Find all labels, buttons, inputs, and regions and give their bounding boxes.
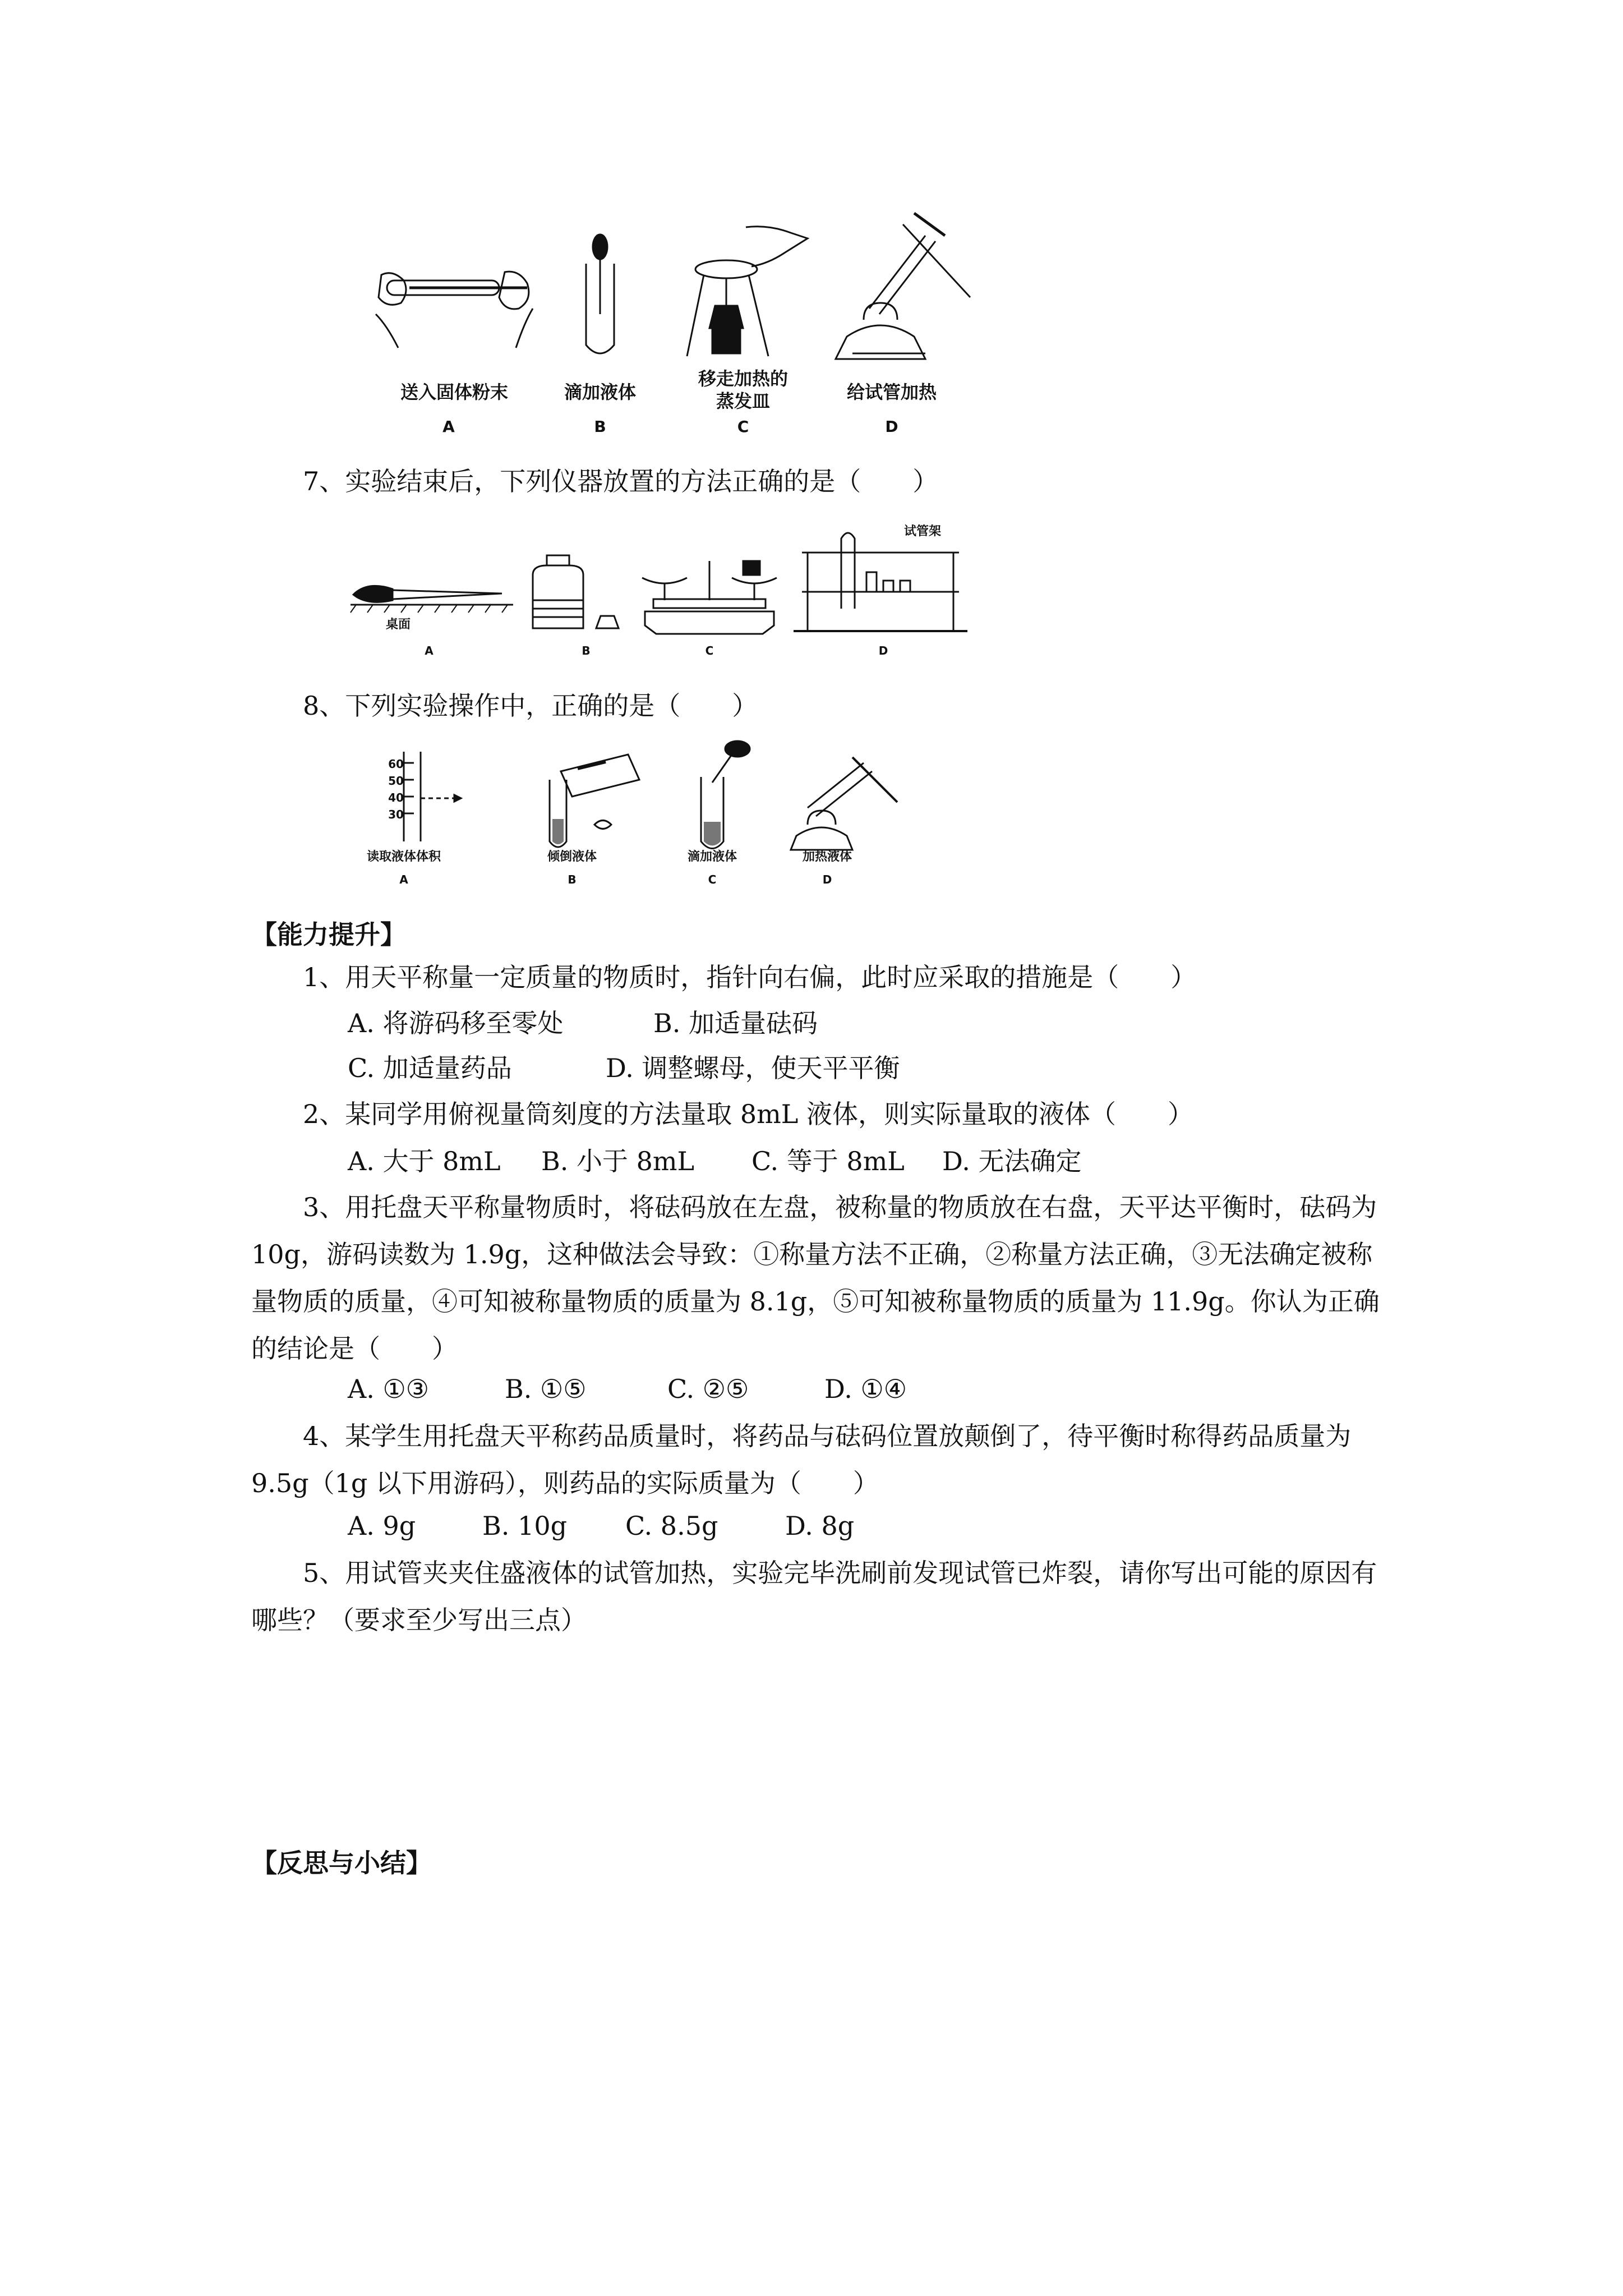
test-tube-rack-illustration (791, 524, 970, 637)
figure-row1-letter-c: C (737, 417, 749, 436)
question-8-letter-d: D (822, 873, 832, 886)
reagent-bottle-illustration (530, 553, 625, 637)
figure-row1-letter-d: D (885, 417, 898, 436)
question-8-caption-d: 加热液体 (802, 850, 852, 864)
ability-q2-option-b: B. 小于 8mL (541, 1146, 695, 1176)
question-8-caption-a: 读取液体体积 (366, 850, 441, 864)
cylinder-tick-30: 30 (388, 808, 404, 821)
figure-row1-caption-d: 给试管加热 (846, 381, 937, 403)
ability-q4-option-c: C. 8.5g (625, 1511, 718, 1541)
ability-q3-text: 3、用托盘天平称量物质时，将砝码放在左盘，被称量的物质放在右盘，天平达平衡时，砝码为 10g，游码读数为 1.9g，这种做法会导致：①称量方法不正确，②称量方法正确，③无法确定被称量物质的质量，④可知被称量物质的质量为 8.1g，⑤可知被称量物质的质量为 11.9g。你认为正确的结论是（ ） (251, 1192, 1380, 1364)
figure-row1-letter-b: B (594, 417, 606, 436)
question-7-letter-a: A (425, 644, 434, 657)
heating-liquid-illustration (785, 740, 903, 853)
ability-q3-option-a: A. ①③ (348, 1374, 429, 1404)
ability-q1-option-a: A. 将游码移至零处 (348, 1008, 564, 1038)
question-8-caption-b: 倾倒液体 (547, 850, 597, 864)
powder-into-tube-illustration (376, 241, 538, 348)
ability-q2-option-c: C. 等于 8mL (751, 1146, 905, 1176)
question-7-letter-d: D (878, 644, 888, 657)
figure-row1-caption-a: 送入固体粉末 (400, 381, 508, 403)
figure-row1-caption-c2: 蒸发皿 (716, 390, 770, 412)
tray-balance-illustration (639, 555, 780, 639)
ability-q1-option-d: D. 调整螺母，使天平平衡 (606, 1053, 900, 1083)
heating-tube-illustration (830, 213, 976, 365)
ability-q3-option-d: D. ①④ (824, 1374, 907, 1404)
question-7-letter-b: B (582, 644, 591, 657)
ability-q1-text: 1、用天平称量一定质量的物质时，指针向右偏，此时应采取的措施是（ ） (303, 962, 1197, 992)
section-ability-heading: 【能力提升】 (251, 919, 406, 950)
cylinder-tick-40: 40 (388, 791, 404, 804)
ability-q4-option-a: A. 9g (348, 1511, 416, 1541)
ability-q5-text: 5、用试管夹夹住盛液体的试管加热，实验完毕洗刷前发现试管已炸裂，请你写出可能的原因有哪些？（要求至少写出三点） (251, 1558, 1377, 1635)
figure-row1-letter-a: A (442, 417, 455, 436)
desk-label: 桌面 (385, 618, 411, 632)
rack-label: 试管架 (903, 524, 941, 539)
question-8-letter-a: A (399, 873, 408, 886)
ability-q2-option-a: A. 大于 8mL (348, 1146, 501, 1176)
evaporating-dish-illustration (679, 222, 813, 362)
ability-q4-text: 4、某学生用托盘天平称药品质量时，将药品与砝码位置放颠倒了，待平衡时称得药品质量为 9.5g（1g 以下用游码），则药品的实际质量为（ ） (251, 1421, 1352, 1498)
question-8-letter-b: B (568, 873, 577, 886)
ability-q3-option-b: B. ①⑤ (505, 1374, 587, 1404)
question-8-letter-c: C (708, 873, 717, 886)
figure-row1-caption-b: 滴加液体 (564, 381, 636, 403)
pouring-liquid-illustration (522, 746, 645, 853)
ability-q1-option-b: B. 加适量砝码 (653, 1008, 818, 1038)
question-8-caption-c: 滴加液体 (687, 850, 737, 864)
ability-q3-option-c: C. ②⑤ (667, 1374, 749, 1404)
dropping-liquid-illustration (566, 230, 634, 359)
ability-q4-option-d: D. 8g (785, 1511, 855, 1541)
figure-row1-caption-c1: 移走加热的 (698, 368, 788, 389)
question-7-letter-c: C (705, 644, 714, 657)
question-7-text: 7、实验结束后，下列仪器放置的方法正确的是（ ） (303, 466, 939, 496)
ability-q1-option-c: C. 加适量药品 (348, 1053, 512, 1083)
ability-q2-option-d: D. 无法确定 (942, 1146, 1082, 1176)
cylinder-tick-50: 50 (388, 774, 404, 788)
section-reflection-heading: 【反思与小结】 (251, 1848, 432, 1878)
dropping-liquid-8-illustration (681, 738, 760, 855)
ability-q2-text: 2、某同学用俯视量筒刻度的方法量取 8mL 液体，则实际量取的液体（ ） (303, 1099, 1193, 1129)
ability-q4-option-b: B. 10g (482, 1511, 568, 1541)
question-8-text: 8、下列实验操作中，正确的是（ ） (303, 691, 758, 721)
cylinder-tick-60: 60 (388, 757, 404, 771)
